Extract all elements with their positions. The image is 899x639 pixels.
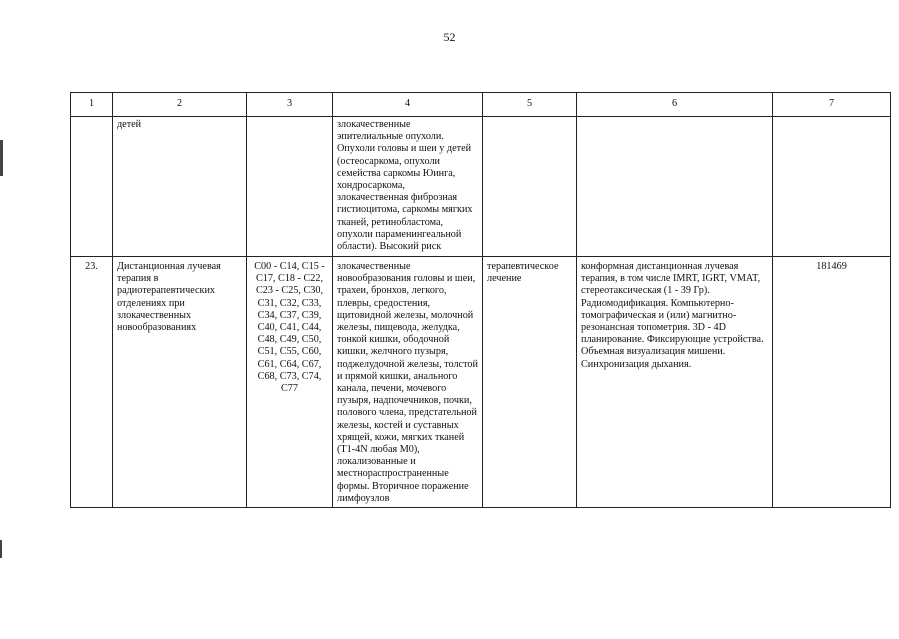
cell-method bbox=[577, 117, 773, 257]
header-row bbox=[71, 93, 891, 117]
cell-codes: C00 - C14, C15 - C17, C18 - C22, C23 - C25, C30, C31, C32, C33, C34, C37, C39, C40, C41, C44, C48, C49, C50, C51, C55, C60, C61, C64, C67, C68, C73, C74, C77 bbox=[247, 257, 333, 508]
page-number: 52 bbox=[443, 30, 456, 44]
column-header: 7 bbox=[773, 93, 891, 117]
cell-treatment bbox=[483, 117, 577, 257]
scan-edge-mark bbox=[0, 140, 3, 176]
data-table bbox=[70, 92, 891, 508]
cell-treatment: терапевтическое лечение bbox=[483, 257, 577, 508]
cell-description: злокачественные эпителиальные опухоли. Опухоли головы и шеи у детей (остеосаркома, опухоли семейства саркомы Юинга, хондросаркома, злокачественная фиброзная гистиоцитома, саркомы мягких тканей, ретинобластома, опухоли параменингеальной области). Высокий риск bbox=[333, 117, 483, 257]
cell-codes bbox=[247, 117, 333, 257]
table-row bbox=[71, 117, 891, 257]
cell-price bbox=[773, 117, 891, 257]
column-header: 1 bbox=[71, 93, 113, 117]
column-header: 3 bbox=[247, 93, 333, 117]
cell-number bbox=[71, 117, 113, 257]
cell-description: злокачественные новообразования головы и шеи, трахеи, бронхов, легкого, плевры, средостения, щитовидной железы, молочной железы, пищевода, желудка, тонкой кишки, ободочной кишки, желчного пузыря, поджелудочной железы, толстой и прямой кишки, анального канала, печени, мочевого пузыря, надпочечников, почки, полового члена, предстательной железы, костей и суставных хрящей, кожи, мягких тканей (T1-4N любая M0), локализованные и местнораспространенные формы. Вторичное поражение лимфоузлов bbox=[333, 257, 483, 508]
column-header: 2 bbox=[113, 93, 247, 117]
cell-name: Дистанционная лучевая терапия в радиотерапевтических отделениях при злокачественных новообразованиях bbox=[113, 257, 247, 508]
column-header: 4 bbox=[333, 93, 483, 117]
column-header: 6 bbox=[577, 93, 773, 117]
cell-price: 181469 bbox=[773, 257, 891, 508]
column-header: 5 bbox=[483, 93, 577, 117]
cell-name: детей bbox=[113, 117, 247, 257]
table-row bbox=[71, 257, 891, 508]
cell-number: 23. bbox=[71, 257, 113, 508]
cell-method: конформная дистанционная лучевая терапия, в том числе IMRT, IGRT, VMAT, стереотаксическая (1 - 39 Гр). Радиомодификация. Компьютерно-томографическая и (или) магнитно-резонансная топометрия. 3D - 4D планирование. Фиксирующие устройства. Объемная визуализация мишени. Синхронизация дыхания. bbox=[577, 257, 773, 508]
scan-edge-mark bbox=[0, 540, 2, 558]
